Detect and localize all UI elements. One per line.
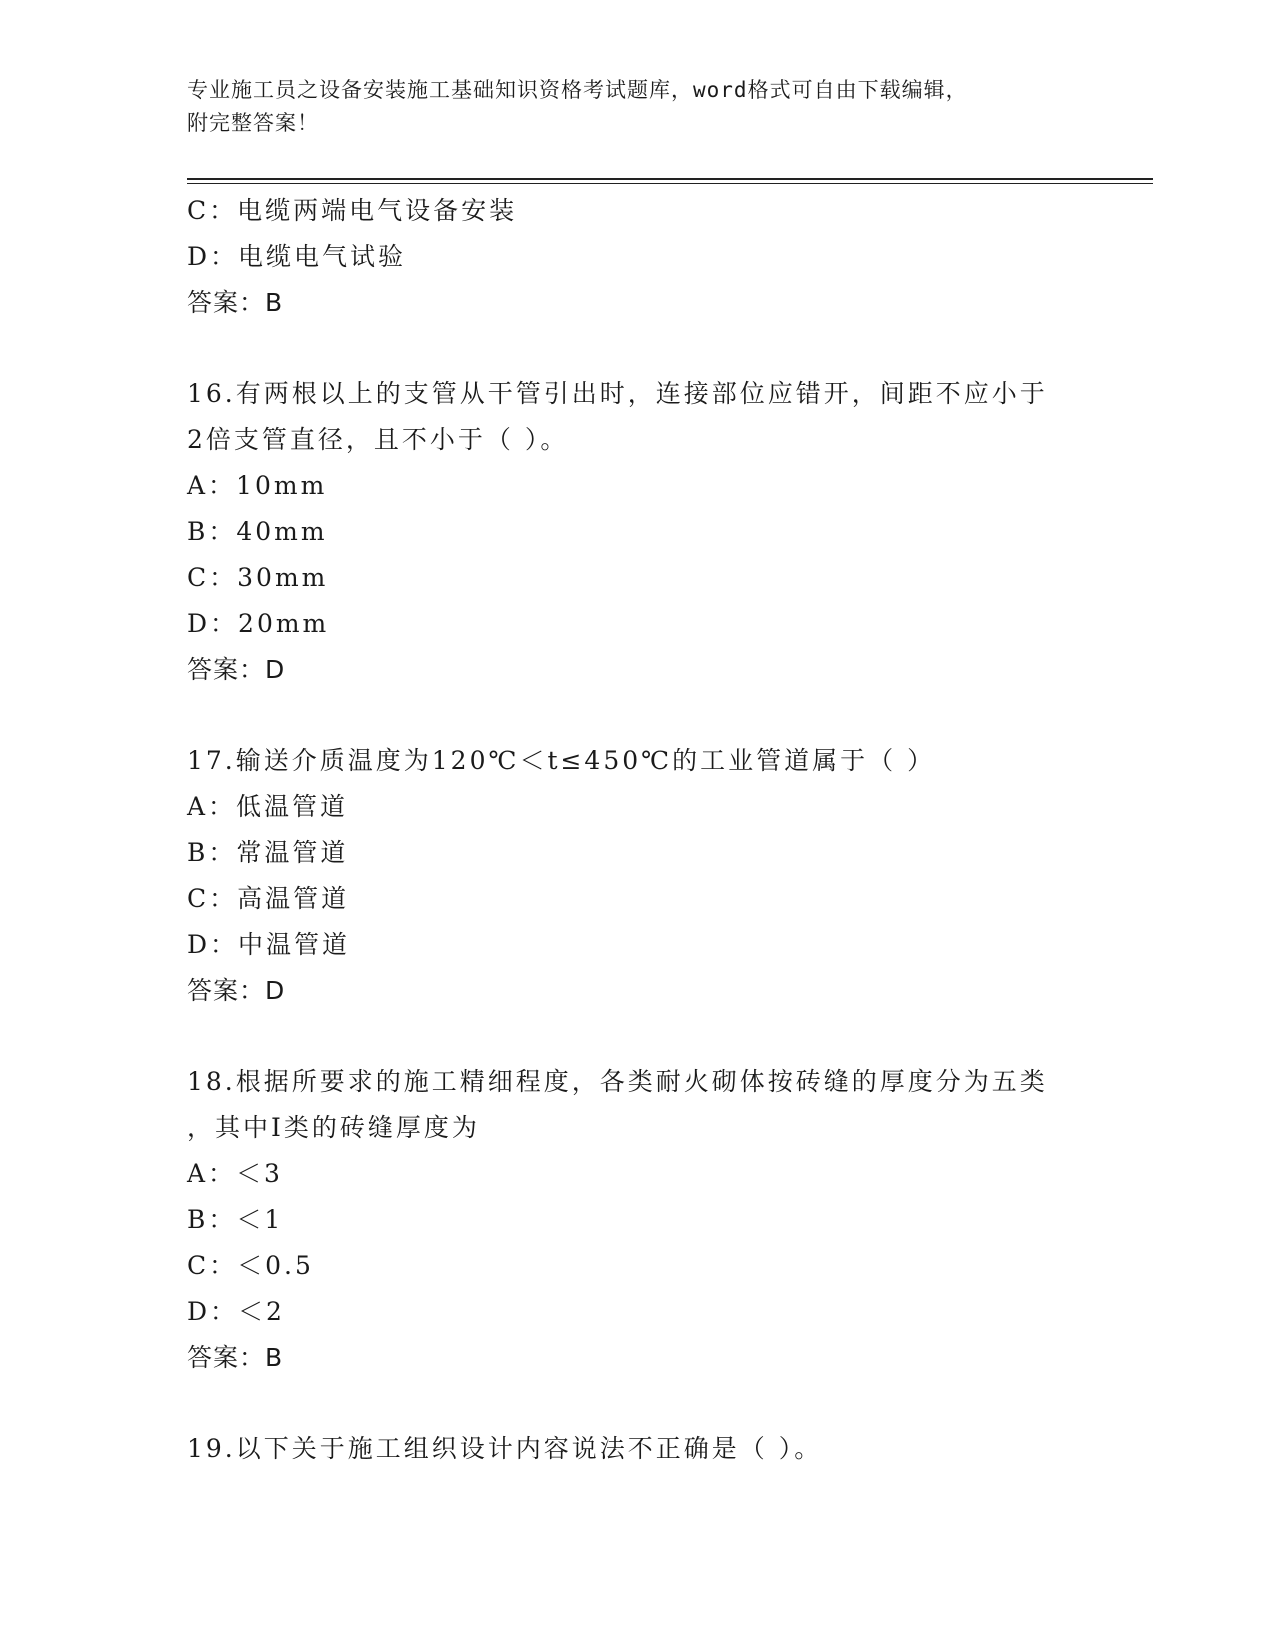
option-a: A：10mm: [187, 471, 328, 500]
spacer: [187, 326, 1087, 371]
option-b: B：常温管道: [187, 838, 349, 867]
document-header: [187, 74, 1087, 140]
question-stem: 17.输送介质温度为120℃＜t≤450℃的工业管道属于（ ）: [187, 746, 936, 775]
answer-line: 答案：D: [187, 976, 286, 1005]
option-c: C：高温管道: [187, 884, 350, 913]
question-stem: 18.根据所要求的施工精细程度，各类耐火砌体按砖缝的厚度分为五类: [187, 1067, 1048, 1096]
option-d: D：＜2: [187, 1297, 285, 1326]
option-c: C：＜0.5: [187, 1251, 314, 1280]
answer-line: 答案：B: [187, 288, 284, 317]
spacer: [187, 693, 1087, 738]
option-a: A：低温管道: [187, 792, 349, 821]
question-stem: 2倍支管直径，且不小于（ ）。: [187, 425, 569, 454]
spacer: [187, 1014, 1087, 1059]
answer-line: 答案：B: [187, 1343, 284, 1372]
header-divider-thin: [187, 183, 1153, 184]
previous-question-tail: [187, 188, 1087, 326]
option-d: D：中温管道: [187, 930, 351, 959]
question-18: [187, 1059, 1087, 1381]
question-17: [187, 738, 1087, 1014]
option-a: A：＜3: [187, 1159, 283, 1188]
option-d: D：电缆电气试验: [187, 242, 407, 271]
option-b: B：40mm: [187, 517, 328, 546]
spacer: [187, 1381, 1087, 1426]
question-list: [187, 188, 1087, 1472]
header-line-2: 附完整答案！: [187, 111, 319, 135]
header-divider-thick: [187, 178, 1153, 180]
header-line-1: 专业施工员之设备安装施工基础知识资格考试题库，word格式可自由下载编辑，: [187, 78, 968, 102]
question-16: [187, 371, 1087, 693]
question-stem: 16.有两根以上的支管从干管引出时，连接部位应错开，间距不应小于: [187, 379, 1048, 408]
option-c: C：电缆两端电气设备安装: [187, 196, 518, 225]
answer-line: 答案：D: [187, 655, 286, 684]
question-stem: 19.以下关于施工组织设计内容说法不正确是（ ）。: [187, 1434, 823, 1463]
option-d: D：20mm: [187, 609, 330, 638]
option-c: C：30mm: [187, 563, 329, 592]
question-19: [187, 1426, 1087, 1472]
option-b: B：＜1: [187, 1205, 284, 1234]
question-stem: ，其中Ⅰ类的砖缝厚度为: [187, 1113, 480, 1142]
